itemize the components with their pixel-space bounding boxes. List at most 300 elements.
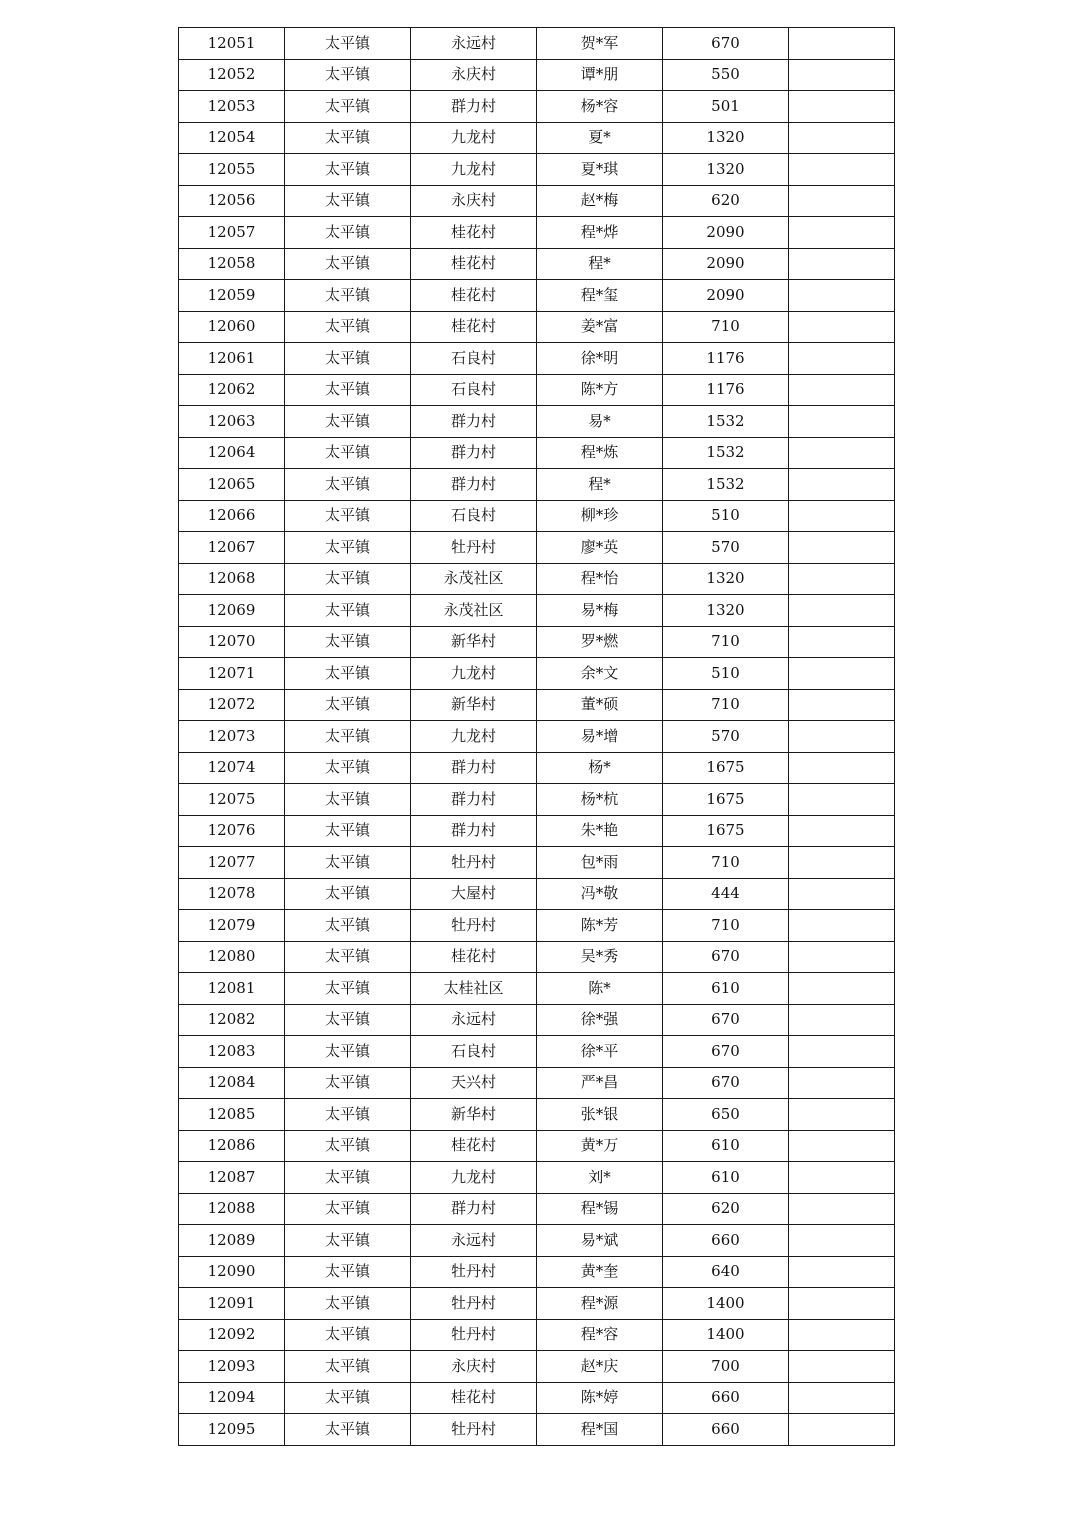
serial-number-cell: 12085 [179,1099,285,1131]
person-name-cell: 杨*容 [537,91,663,123]
village-cell: 新华村 [411,689,537,721]
town-cell: 太平镇 [285,752,411,784]
note-cell [789,469,895,501]
person-name-cell: 易* [537,406,663,438]
person-name-cell: 杨* [537,752,663,784]
town-cell: 太平镇 [285,217,411,249]
note-cell [789,689,895,721]
town-cell: 太平镇 [285,280,411,312]
town-cell: 太平镇 [285,847,411,879]
town-cell: 太平镇 [285,689,411,721]
note-cell [789,437,895,469]
serial-number-cell: 12082 [179,1004,285,1036]
village-cell: 九龙村 [411,1162,537,1194]
note-cell [789,59,895,91]
serial-number-cell: 12088 [179,1193,285,1225]
town-cell: 太平镇 [285,1382,411,1414]
serial-number-cell: 12071 [179,658,285,690]
person-name-cell: 董*硕 [537,689,663,721]
person-name-cell: 程* [537,248,663,280]
village-cell: 天兴村 [411,1067,537,1099]
person-name-cell: 夏*琪 [537,154,663,186]
serial-number-cell: 12053 [179,91,285,123]
village-cell: 石良村 [411,374,537,406]
note-cell [789,1036,895,1068]
village-cell: 牡丹村 [411,1256,537,1288]
person-name-cell: 陈*方 [537,374,663,406]
amount-cell: 570 [663,532,789,564]
note-cell [789,1193,895,1225]
amount-cell: 1675 [663,784,789,816]
note-cell [789,1162,895,1194]
town-cell: 太平镇 [285,1319,411,1351]
serial-number-cell: 12076 [179,815,285,847]
note-cell [789,941,895,973]
amount-cell: 670 [663,1036,789,1068]
village-cell: 牡丹村 [411,847,537,879]
table-row [179,280,895,312]
person-name-cell: 赵*庆 [537,1351,663,1383]
note-cell [789,721,895,753]
amount-cell: 660 [663,1225,789,1257]
serial-number-cell: 12054 [179,122,285,154]
person-name-cell: 张*银 [537,1099,663,1131]
note-cell [789,1319,895,1351]
town-cell: 太平镇 [285,311,411,343]
table-row [179,941,895,973]
village-cell: 石良村 [411,1036,537,1068]
amount-cell: 710 [663,311,789,343]
table-row [179,847,895,879]
person-name-cell: 黄*奎 [537,1256,663,1288]
note-cell [789,1256,895,1288]
village-cell: 群力村 [411,406,537,438]
village-cell: 永庆村 [411,185,537,217]
serial-number-cell: 12093 [179,1351,285,1383]
table-row [179,532,895,564]
serial-number-cell: 12066 [179,500,285,532]
note-cell [789,815,895,847]
table-row [179,154,895,186]
note-cell [789,311,895,343]
amount-cell: 1176 [663,343,789,375]
note-cell [789,28,895,60]
table-row [179,437,895,469]
note-cell [789,406,895,438]
amount-cell: 1320 [663,595,789,627]
table-row [179,1225,895,1257]
village-cell: 九龙村 [411,658,537,690]
village-cell: 石良村 [411,343,537,375]
town-cell: 太平镇 [285,878,411,910]
town-cell: 太平镇 [285,1036,411,1068]
village-cell: 桂花村 [411,311,537,343]
note-cell [789,280,895,312]
serial-number-cell: 12075 [179,784,285,816]
table-row [179,91,895,123]
serial-number-cell: 12061 [179,343,285,375]
amount-cell: 700 [663,1351,789,1383]
table-row [179,752,895,784]
serial-number-cell: 12058 [179,248,285,280]
village-cell: 永庆村 [411,1351,537,1383]
amount-cell: 444 [663,878,789,910]
serial-number-cell: 12065 [179,469,285,501]
table-row [179,374,895,406]
note-cell [789,1067,895,1099]
town-cell: 太平镇 [285,122,411,154]
town-cell: 太平镇 [285,784,411,816]
town-cell: 太平镇 [285,1256,411,1288]
note-cell [789,1099,895,1131]
table-row [179,217,895,249]
table-row [179,721,895,753]
note-cell [789,1130,895,1162]
amount-cell: 670 [663,1004,789,1036]
serial-number-cell: 12094 [179,1382,285,1414]
town-cell: 太平镇 [285,406,411,438]
town-cell: 太平镇 [285,532,411,564]
serial-number-cell: 12089 [179,1225,285,1257]
village-cell: 桂花村 [411,280,537,312]
person-name-cell: 易*增 [537,721,663,753]
village-cell: 永茂社区 [411,563,537,595]
village-cell: 永庆村 [411,59,537,91]
town-cell: 太平镇 [285,343,411,375]
village-cell: 牡丹村 [411,1319,537,1351]
village-cell: 群力村 [411,91,537,123]
town-cell: 太平镇 [285,28,411,60]
amount-cell: 1400 [663,1288,789,1320]
amount-cell: 2090 [663,248,789,280]
note-cell [789,374,895,406]
table-row [179,248,895,280]
amount-cell: 510 [663,658,789,690]
village-cell: 九龙村 [411,122,537,154]
person-name-cell: 罗*燃 [537,626,663,658]
serial-number-cell: 12072 [179,689,285,721]
table-row [179,1288,895,1320]
village-cell: 牡丹村 [411,1288,537,1320]
serial-number-cell: 12084 [179,1067,285,1099]
amount-cell: 2090 [663,280,789,312]
town-cell: 太平镇 [285,941,411,973]
amount-cell: 1320 [663,154,789,186]
amount-cell: 1176 [663,374,789,406]
table-row [179,59,895,91]
serial-number-cell: 12077 [179,847,285,879]
table-row [179,689,895,721]
person-name-cell: 朱*艳 [537,815,663,847]
village-cell: 新华村 [411,626,537,658]
table-row [179,343,895,375]
amount-cell: 670 [663,28,789,60]
table-row [179,595,895,627]
note-cell [789,500,895,532]
serial-number-cell: 12052 [179,59,285,91]
village-cell: 永远村 [411,1225,537,1257]
town-cell: 太平镇 [285,626,411,658]
table-row [179,406,895,438]
table-row [179,1036,895,1068]
note-cell [789,217,895,249]
village-cell: 群力村 [411,752,537,784]
serial-number-cell: 12055 [179,154,285,186]
serial-number-cell: 12056 [179,185,285,217]
note-cell [789,658,895,690]
amount-cell: 1532 [663,437,789,469]
note-cell [789,784,895,816]
amount-cell: 620 [663,1193,789,1225]
amount-cell: 710 [663,626,789,658]
table-row [179,185,895,217]
table-row [179,563,895,595]
amount-cell: 610 [663,1130,789,1162]
town-cell: 太平镇 [285,91,411,123]
serial-number-cell: 12087 [179,1162,285,1194]
note-cell [789,973,895,1005]
serial-number-cell: 12086 [179,1130,285,1162]
person-name-cell: 杨*杭 [537,784,663,816]
town-cell: 太平镇 [285,1414,411,1446]
table-row [179,626,895,658]
serial-number-cell: 12073 [179,721,285,753]
person-name-cell: 严*昌 [537,1067,663,1099]
person-name-cell: 陈* [537,973,663,1005]
amount-cell: 1675 [663,752,789,784]
person-name-cell: 陈*芳 [537,910,663,942]
town-cell: 太平镇 [285,1099,411,1131]
person-name-cell: 程*锡 [537,1193,663,1225]
amount-cell: 610 [663,1162,789,1194]
person-name-cell: 谭*朋 [537,59,663,91]
table-row [179,122,895,154]
serial-number-cell: 12078 [179,878,285,910]
town-cell: 太平镇 [285,910,411,942]
person-name-cell: 程*玺 [537,280,663,312]
village-cell: 群力村 [411,469,537,501]
amount-cell: 710 [663,910,789,942]
note-cell [789,1288,895,1320]
note-cell [789,1382,895,1414]
village-cell: 桂花村 [411,1382,537,1414]
note-cell [789,1414,895,1446]
village-cell: 群力村 [411,815,537,847]
serial-number-cell: 12079 [179,910,285,942]
serial-number-cell: 12080 [179,941,285,973]
table-row [179,1319,895,1351]
village-cell: 九龙村 [411,154,537,186]
amount-cell: 710 [663,847,789,879]
table-row [179,658,895,690]
town-cell: 太平镇 [285,595,411,627]
table-row [179,1004,895,1036]
amount-cell: 550 [663,59,789,91]
town-cell: 太平镇 [285,973,411,1005]
town-cell: 太平镇 [285,1004,411,1036]
table-body [179,28,895,1446]
town-cell: 太平镇 [285,248,411,280]
note-cell [789,1351,895,1383]
serial-number-cell: 12059 [179,280,285,312]
amount-cell: 1400 [663,1319,789,1351]
person-name-cell: 吴*秀 [537,941,663,973]
person-name-cell: 程*怡 [537,563,663,595]
serial-number-cell: 12057 [179,217,285,249]
person-name-cell: 贺*军 [537,28,663,60]
amount-cell: 1675 [663,815,789,847]
village-cell: 牡丹村 [411,1414,537,1446]
serial-number-cell: 12068 [179,563,285,595]
table-row [179,1256,895,1288]
person-name-cell: 程*源 [537,1288,663,1320]
town-cell: 太平镇 [285,815,411,847]
town-cell: 太平镇 [285,1193,411,1225]
table-row [179,28,895,60]
village-cell: 大屋村 [411,878,537,910]
town-cell: 太平镇 [285,500,411,532]
town-cell: 太平镇 [285,437,411,469]
note-cell [789,626,895,658]
person-name-cell: 冯*敬 [537,878,663,910]
village-cell: 石良村 [411,500,537,532]
data-table [178,27,895,1446]
person-name-cell: 程*容 [537,1319,663,1351]
town-cell: 太平镇 [285,1288,411,1320]
person-name-cell: 余*文 [537,658,663,690]
person-name-cell: 程*国 [537,1414,663,1446]
person-name-cell: 柳*珍 [537,500,663,532]
person-name-cell: 程* [537,469,663,501]
town-cell: 太平镇 [285,185,411,217]
amount-cell: 570 [663,721,789,753]
serial-number-cell: 12091 [179,1288,285,1320]
serial-number-cell: 12064 [179,437,285,469]
village-cell: 永远村 [411,28,537,60]
table-row [179,1162,895,1194]
note-cell [789,343,895,375]
town-cell: 太平镇 [285,374,411,406]
village-cell: 牡丹村 [411,910,537,942]
village-cell: 九龙村 [411,721,537,753]
note-cell [789,752,895,784]
table-row [179,973,895,1005]
town-cell: 太平镇 [285,1351,411,1383]
serial-number-cell: 12074 [179,752,285,784]
amount-cell: 650 [663,1099,789,1131]
serial-number-cell: 12067 [179,532,285,564]
village-cell: 桂花村 [411,217,537,249]
note-cell [789,910,895,942]
note-cell [789,91,895,123]
village-cell: 群力村 [411,784,537,816]
amount-cell: 710 [663,689,789,721]
person-name-cell: 徐*强 [537,1004,663,1036]
person-name-cell: 包*雨 [537,847,663,879]
serial-number-cell: 12083 [179,1036,285,1068]
town-cell: 太平镇 [285,1225,411,1257]
person-name-cell: 易*梅 [537,595,663,627]
note-cell [789,847,895,879]
amount-cell: 670 [663,1067,789,1099]
table-row [179,784,895,816]
amount-cell: 660 [663,1382,789,1414]
serial-number-cell: 12070 [179,626,285,658]
amount-cell: 1532 [663,406,789,438]
village-cell: 桂花村 [411,1130,537,1162]
amount-cell: 1320 [663,563,789,595]
person-name-cell: 刘* [537,1162,663,1194]
serial-number-cell: 12062 [179,374,285,406]
amount-cell: 610 [663,973,789,1005]
person-name-cell: 易*斌 [537,1225,663,1257]
person-name-cell: 陈*婷 [537,1382,663,1414]
town-cell: 太平镇 [285,59,411,91]
amount-cell: 660 [663,1414,789,1446]
serial-number-cell: 12095 [179,1414,285,1446]
person-name-cell: 程*炼 [537,437,663,469]
village-cell: 永茂社区 [411,595,537,627]
table-row [179,1351,895,1383]
serial-number-cell: 12051 [179,28,285,60]
note-cell [789,532,895,564]
person-name-cell: 赵*梅 [537,185,663,217]
table-row [179,1099,895,1131]
amount-cell: 640 [663,1256,789,1288]
table-row [179,815,895,847]
town-cell: 太平镇 [285,721,411,753]
note-cell [789,122,895,154]
amount-cell: 670 [663,941,789,973]
person-name-cell: 廖*英 [537,532,663,564]
table-row [179,1193,895,1225]
serial-number-cell: 12081 [179,973,285,1005]
amount-cell: 2090 [663,217,789,249]
village-cell: 群力村 [411,437,537,469]
table-row [179,1130,895,1162]
serial-number-cell: 12063 [179,406,285,438]
town-cell: 太平镇 [285,1130,411,1162]
town-cell: 太平镇 [285,1162,411,1194]
serial-number-cell: 12090 [179,1256,285,1288]
note-cell [789,185,895,217]
table-row [179,878,895,910]
note-cell [789,878,895,910]
table-row [179,469,895,501]
note-cell [789,248,895,280]
person-name-cell: 徐*平 [537,1036,663,1068]
table-row [179,311,895,343]
note-cell [789,563,895,595]
person-name-cell: 夏* [537,122,663,154]
town-cell: 太平镇 [285,658,411,690]
town-cell: 太平镇 [285,1067,411,1099]
person-name-cell: 徐*明 [537,343,663,375]
note-cell [789,154,895,186]
serial-number-cell: 12060 [179,311,285,343]
town-cell: 太平镇 [285,154,411,186]
village-cell: 新华村 [411,1099,537,1131]
note-cell [789,1004,895,1036]
note-cell [789,1225,895,1257]
amount-cell: 1320 [663,122,789,154]
table-row [179,910,895,942]
table-row [179,500,895,532]
village-cell: 桂花村 [411,248,537,280]
village-cell: 群力村 [411,1193,537,1225]
village-cell: 永远村 [411,1004,537,1036]
town-cell: 太平镇 [285,563,411,595]
